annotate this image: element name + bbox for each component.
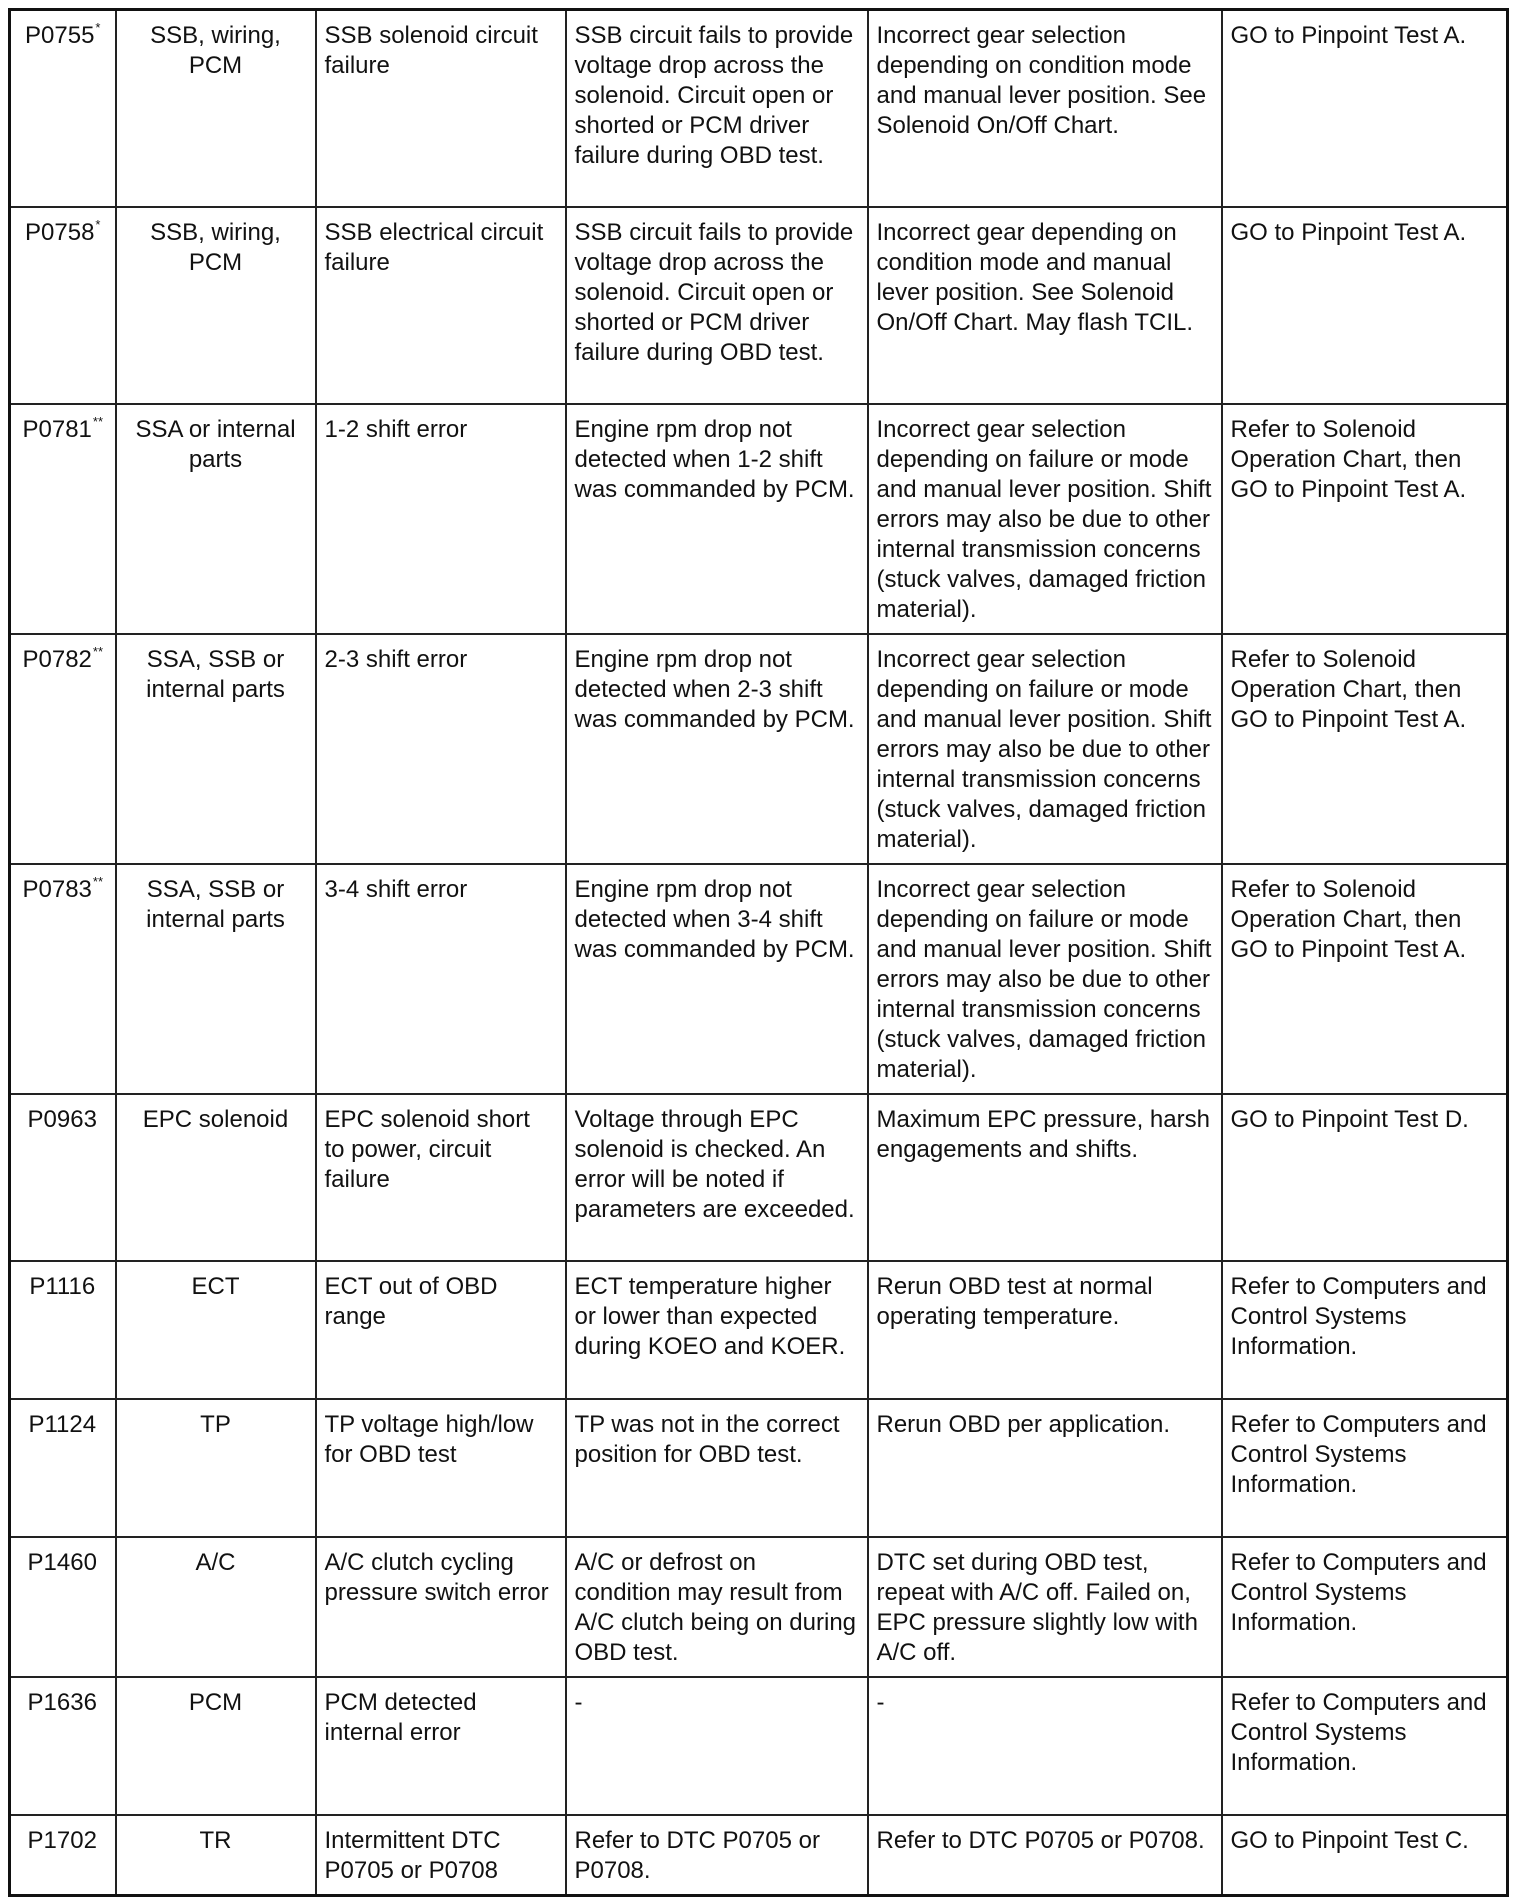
description-cell: TP voltage high/low for OBD test [316,1399,566,1537]
component-cell: SSB, wiring, PCM [116,10,316,207]
dtc-code-cell [10,1399,116,1537]
condition-cell: SSB circuit fails to provide voltage drop across the solenoid. Circuit open or shorted or PCM driver failure during OBD test. [566,10,868,207]
symptom-cell: Rerun OBD test at normal operating temperature. [868,1261,1222,1399]
description-cell: A/C clutch cycling pressure switch error [316,1537,566,1677]
symptom-cell: Incorrect gear depending on condition mode and manual lever position. See Solenoid On/Off Chart. May flash TCIL. [868,207,1222,404]
action-cell: Refer to Solenoid Operation Chart, then GO to Pinpoint Test A. [1222,634,1508,864]
component-cell: SSA or internal parts [116,404,316,634]
dtc-footnote-mark: * [95,216,101,232]
condition-cell: TP was not in the correct position for OBD test. [566,1399,868,1537]
description-cell: PCM detected internal error [316,1677,566,1815]
dtc-code: P1124 [28,1410,97,1438]
dtc-code-cell [10,1261,116,1399]
condition-cell: Engine rpm drop not detected when 3-4 shift was commanded by PCM. [566,864,868,1094]
dtc-code: P0758 [25,218,95,246]
table-row [10,1677,1508,1815]
dtc-code-cell [10,404,116,634]
description-cell: 1-2 shift error [316,404,566,634]
dtc-code: P0781 [22,415,92,443]
dtc-code-cell [10,207,116,404]
condition-cell: - [566,1677,868,1815]
action-cell: GO to Pinpoint Test C. [1222,1815,1508,1896]
table-row [10,634,1508,864]
dtc-code: P1116 [29,1272,96,1300]
symptom-cell: Incorrect gear selection depending on failure or mode and manual lever position. Shift errors may also be due to other internal transmission concerns (stuck valves, damaged friction material). [868,404,1222,634]
description-cell: ECT out of OBD range [316,1261,566,1399]
action-cell: Refer to Solenoid Operation Chart, then GO to Pinpoint Test A. [1222,404,1508,634]
symptom-cell: DTC set during OBD test, repeat with A/C off. Failed on, EPC pressure slightly low with A/C off. [868,1537,1222,1677]
dtc-code: P0963 [27,1105,97,1133]
table-row [10,1537,1508,1677]
dtc-code-cell [10,1094,116,1261]
description-cell: Intermittent DTC P0705 or P0708 [316,1815,566,1896]
symptom-cell: - [868,1677,1222,1815]
condition-cell: A/C or defrost on condition may result from A/C clutch being on during OBD test. [566,1537,868,1677]
dtc-code: P0755 [25,22,95,49]
dtc-footnote-mark: ** [92,643,104,659]
table-row [10,10,1508,207]
table-row [10,1815,1508,1896]
action-cell: Refer to Computers and Control Systems Information. [1222,1677,1508,1815]
description-cell: 2-3 shift error [316,634,566,864]
symptom-cell: Incorrect gear selection depending on failure or mode and manual lever position. Shift errors may also be due to other internal transmission concerns (stuck valves, damaged friction material). [868,864,1222,1094]
dtc-code: P1702 [27,1826,97,1854]
table-row [10,207,1508,404]
dtc-code: P1636 [27,1688,97,1716]
dtc-code-cell [10,1677,116,1815]
dtc-code: P1460 [27,1548,97,1576]
symptom-cell: Refer to DTC P0705 or P0708. [868,1815,1222,1896]
document-page [8,8,1506,1897]
condition-cell: Voltage through EPC solenoid is checked. An error will be noted if parameters are exceeded. [566,1094,868,1261]
description-cell: EPC solenoid short to power, circuit failure [316,1094,566,1261]
component-cell: A/C [116,1537,316,1677]
condition-cell: Engine rpm drop not detected when 2-3 shift was commanded by PCM. [566,634,868,864]
dtc-code: P0782 [22,645,92,673]
table-row [10,1399,1508,1537]
component-cell: TR [116,1815,316,1896]
action-cell: Refer to Computers and Control Systems Information. [1222,1261,1508,1399]
component-cell: SSA, SSB or internal parts [116,864,316,1094]
dtc-code-cell [10,1815,116,1896]
table-row [10,864,1508,1094]
description-cell: 3-4 shift error [316,864,566,1094]
action-cell: GO to Pinpoint Test D. [1222,1094,1508,1261]
action-cell: GO to Pinpoint Test A. [1222,10,1508,207]
component-cell: TP [116,1399,316,1537]
dtc-code-cell [10,864,116,1094]
dtc-code-cell [10,1537,116,1677]
dtc-code-cell [10,634,116,864]
action-cell: Refer to Solenoid Operation Chart, then GO to Pinpoint Test A. [1222,864,1508,1094]
component-cell: ECT [116,1261,316,1399]
condition-cell: Refer to DTC P0705 or P0708. [566,1815,868,1896]
table-row [10,1261,1508,1399]
symptom-cell: Incorrect gear selection depending on failure or mode and manual lever position. Shift errors may also be due to other internal transmission concerns (stuck valves, damaged friction material). [868,634,1222,864]
table-row [10,404,1508,634]
condition-cell: Engine rpm drop not detected when 1-2 shift was commanded by PCM. [566,404,868,634]
component-cell: EPC solenoid [116,1094,316,1261]
dtc-footnote-mark: ** [92,873,104,889]
dtc-footnote-mark: ** [92,413,104,429]
symptom-cell: Rerun OBD per application. [868,1399,1222,1537]
action-cell: Refer to Computers and Control Systems Information. [1222,1399,1508,1537]
symptom-cell: Incorrect gear selection depending on condition mode and manual lever position. See Solenoid On/Off Chart. [868,10,1222,207]
action-cell: GO to Pinpoint Test A. [1222,207,1508,404]
description-cell: SSB solenoid circuit failure [316,10,566,207]
symptom-cell: Maximum EPC pressure, harsh engagements and shifts. [868,1094,1222,1261]
description-cell: SSB electrical circuit failure [316,207,566,404]
component-cell: SSB, wiring, PCM [116,207,316,404]
condition-cell: ECT temperature higher or lower than expected during KOEO and KOER. [566,1261,868,1399]
component-cell: SSA, SSB or internal parts [116,634,316,864]
action-cell: Refer to Computers and Control Systems Information. [1222,1537,1508,1677]
component-cell: PCM [116,1677,316,1815]
condition-cell: SSB circuit fails to provide voltage drop across the solenoid. Circuit open or shorted or PCM driver failure during OBD test. [566,207,868,404]
dtc-code: P0783 [22,875,92,903]
table-row [10,1094,1508,1261]
dtc-table [8,8,1509,1897]
dtc-code-cell [10,10,116,207]
dtc-footnote-mark: * [95,20,101,35]
